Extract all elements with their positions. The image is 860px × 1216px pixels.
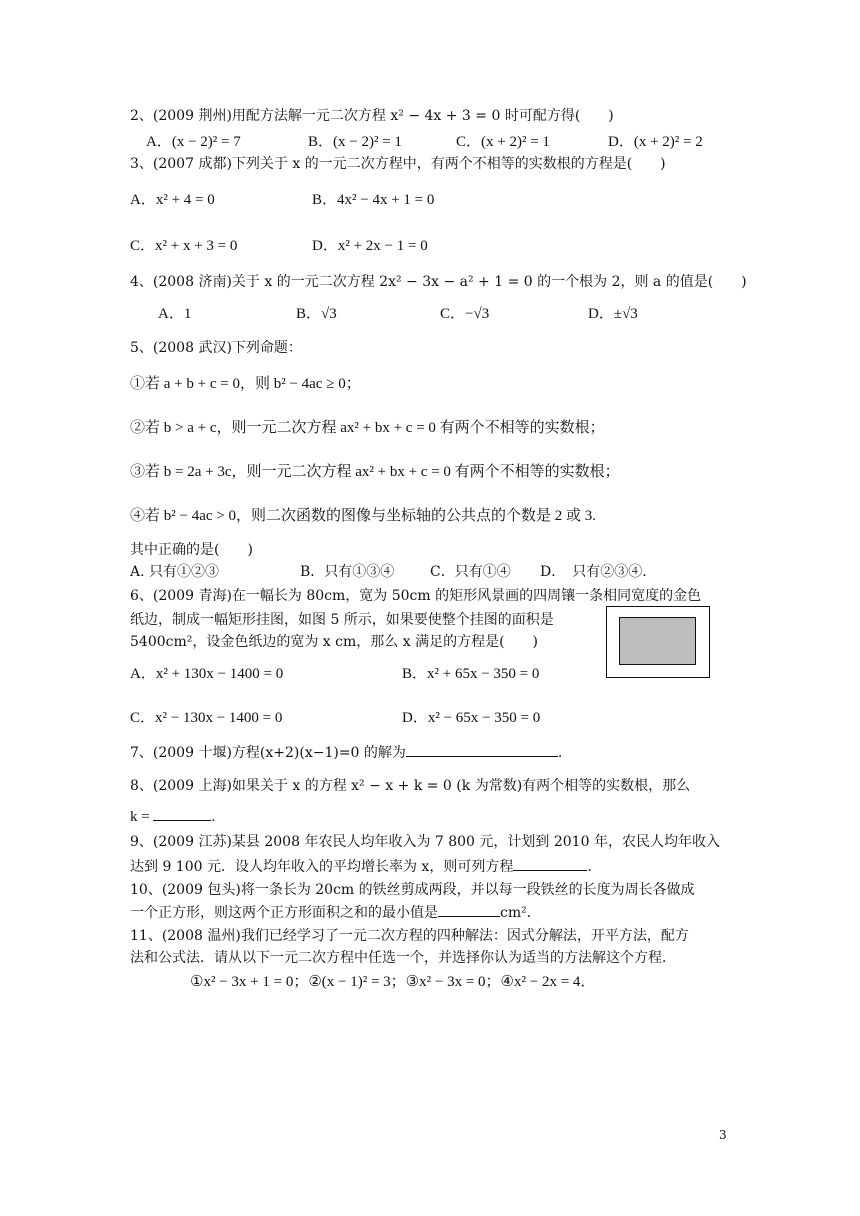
- question-9-line-2: [130, 856, 592, 877]
- question-11-line-1: 11、(2008 温州)我们已经学习了一元二次方程的四种解法：因式分解法，开平方法，配方: [130, 928, 689, 944]
- question-2-option-b: B．(x − 2)² = 1: [308, 134, 402, 150]
- question-11-equations: ①x² − 3x + 1 = 0；②(x − 1)² = 3；③x² − 3x = 0；④x² − 2x = 4．: [190, 974, 596, 990]
- question-3-option-c: C．x² + x + 3 = 0: [130, 238, 238, 254]
- question-3-option-b: B．4x² − 4x + 1 = 0: [312, 192, 435, 208]
- question-8-line-2: [130, 806, 215, 827]
- question-5-proposition-2: ②若 b > a + c，则一元二次方程 ax² + bx + c = 0 有两个不相等的实数根；: [130, 420, 605, 436]
- question-4-option-a: A．1: [158, 306, 192, 322]
- question-2-option-a: A．(x − 2)² = 7: [146, 134, 241, 150]
- question-7: [130, 742, 562, 763]
- question-4-stem: 4、(2008 济南)关于 x 的一元二次方程 2x² − 3x − a² + 1 = 0 的一个根为 2，则 a 的值是( ): [130, 274, 747, 290]
- question-3-option-a: A．x² + 4 = 0: [130, 192, 215, 208]
- question-2-stem: 2、(2009 荆州)用配方法解一元二次方程 x² − 4x + 3 = 0 时可配方得( ): [130, 108, 614, 124]
- question-5-proposition-4: ④若 b² − 4ac > 0，则二次函数的图像与坐标轴的公共点的个数是 2 或 3.: [130, 508, 596, 524]
- question-8-answer-blank[interactable]: [153, 806, 211, 821]
- question-11-line-2: 法和公式法．请从以下一元二次方程中任选一个，并选择你认为适当的方法解这个方程．: [130, 950, 676, 966]
- question-6-option-a: A．x² + 130x − 1400 = 0: [130, 666, 284, 682]
- question-2-option-c: C．(x + 2)² = 1: [456, 134, 550, 150]
- question-10-answer-blank[interactable]: [438, 902, 500, 917]
- question-6-option-c: C．x² − 130x − 1400 = 0: [130, 710, 283, 726]
- question-9-stem: 达到 9 100 元．设人均年收入的平均增长率为 x，则可列方程: [130, 859, 514, 875]
- question-4-option-c: C．−√3: [440, 306, 490, 322]
- question-5-option-c: C．只有①④: [430, 564, 511, 580]
- question-6-stem-line-1: 6、(2009 青海)在一幅长为 80cm，宽为 50cm 的矩形风景画的四周镶一条相同宽度的金色: [130, 588, 702, 604]
- question-7-stem: 7、(2009 十堰)方程(x+2)(x−1)=0 的解为: [130, 745, 406, 761]
- figure-5-framed-picture: [606, 606, 710, 678]
- question-8-k-equals: k =: [130, 809, 150, 825]
- question-5-option-d: D． 只有②③④.: [540, 564, 647, 580]
- question-5-proposition-1: ①若 a + b + c = 0，则 b² − 4ac ≥ 0；: [130, 376, 361, 392]
- question-5-option-b: B．只有①③④: [300, 564, 395, 580]
- question-10-line-1: 10、(2009 包头)将一条长为 20cm 的铁丝剪成两段，并以每一段铁丝的长度为周长各做成: [130, 882, 695, 898]
- question-9-line-1: 9、(2009 江苏)某县 2008 年农民人均年收入为 7 800 元，计划到 2010 年，农民人均年收入: [130, 834, 720, 850]
- question-2-option-d: D．(x + 2)² = 2: [608, 134, 703, 150]
- question-6-stem-line-2: 纸边，制成一幅矩形挂图，如图 5 所示，如果要使整个挂图的面积是: [130, 612, 554, 628]
- question-5-stem: 5、(2008 武汉)下列命题：: [130, 340, 302, 356]
- figure-5-inner-landscape: [619, 617, 696, 665]
- question-3-stem: 3、(2007 成都)下列关于 x 的一元二次方程中，有两个不相等的实数根的方程是( ): [130, 156, 666, 172]
- question-7-answer-blank[interactable]: [406, 742, 558, 757]
- question-7-period: .: [557, 745, 563, 761]
- question-9-answer-blank[interactable]: [513, 856, 587, 871]
- question-5-proposition-3: ③若 b = 2a + 3c，则一元二次方程 ax² + bx + c = 0 有两个不相等的实数根；: [130, 464, 620, 480]
- question-5-option-a: A. 只有①②③: [130, 564, 220, 580]
- question-4-option-d: D．±√3: [588, 306, 638, 322]
- question-5-prompt: 其中正确的是( ): [130, 542, 253, 558]
- question-8-line-1: 8、(2009 上海)如果关于 x 的方程 x² − x + k = 0 (k 为常数)有两个相等的实数根，那么: [130, 778, 691, 794]
- question-10-unit: cm².: [500, 905, 532, 921]
- question-8-period: .: [211, 809, 216, 825]
- question-6-option-d: D．x² − 65x − 350 = 0: [402, 710, 541, 726]
- question-10-stem: 一个正方形，则这两个正方形面积之和的最小值是: [130, 905, 438, 921]
- question-6-stem-line-3: 5400cm²，设金色纸边的宽为 x cm，那么 x 满足的方程是( ): [130, 634, 538, 650]
- question-9-period: .: [587, 859, 592, 875]
- question-3-option-d: D．x² + 2x − 1 = 0: [312, 238, 428, 254]
- page-number: 3: [719, 1128, 727, 1142]
- question-6-option-b: B．x² + 65x − 350 = 0: [402, 666, 540, 682]
- question-4-option-b: B．√3: [296, 306, 337, 322]
- question-10-line-2: [130, 902, 531, 923]
